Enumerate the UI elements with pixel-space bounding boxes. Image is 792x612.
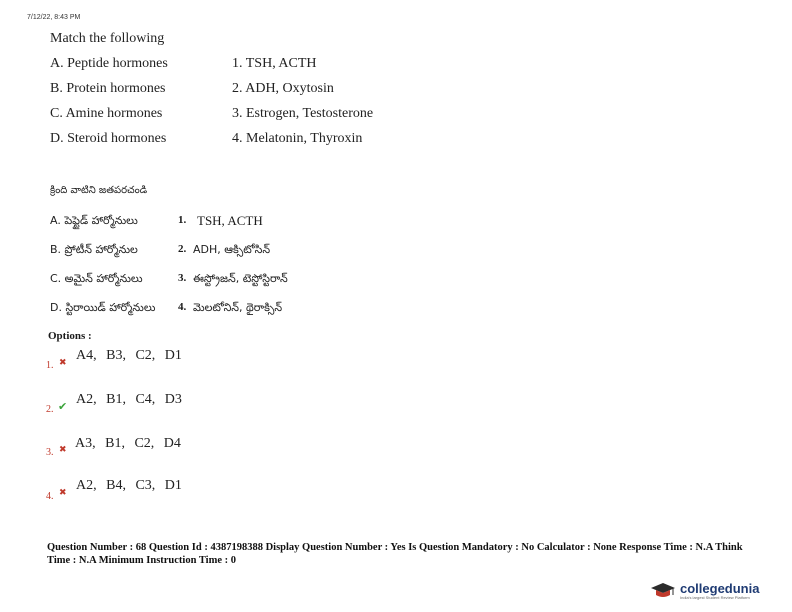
question-right-4: 4. Melatonin, Thyroxin xyxy=(232,131,363,146)
question-left-a: A. Peptide hormones xyxy=(50,56,168,71)
option-2-text[interactable]: A2, B1, C4, D3 xyxy=(76,392,182,407)
question-left-c: C. Amine hormones xyxy=(50,106,163,121)
telugu-left-a: A. పెప్టైడ్ హార్మోనులు xyxy=(50,214,138,227)
question-instruction: Match the following xyxy=(50,31,165,46)
telugu-right-text-3: ఈస్ట్రోజన్, టెస్టోస్టిరాన్ xyxy=(193,272,288,285)
correct-check-icon: ✔ xyxy=(58,400,68,413)
collegedunia-logo xyxy=(650,582,759,600)
telugu-right-text-4: మెలటోనిన్, థైరాక్సిన్ xyxy=(193,301,283,314)
options-label: Options : xyxy=(48,330,92,342)
logo-name: collegedunia xyxy=(680,580,760,596)
graduation-cap-icon xyxy=(650,582,676,600)
question-right-1: 1. TSH, ACTH xyxy=(232,56,317,71)
question-left-b: B. Protein hormones xyxy=(50,81,166,96)
question-metadata: Question Number : 68 Question Id : 4387198388 Display Question Number : Yes Is Question Mandatory : No Calculator : None Response Time : N.A Think Time : N.A Minimum Instruction Time : 0 xyxy=(47,542,743,566)
option-3-text[interactable]: A3, B1, C2, D4 xyxy=(75,436,181,451)
option-4-text[interactable]: A2, B4, C3, D1 xyxy=(76,478,182,493)
option-number: 1. xyxy=(46,360,54,371)
option-number: 2. xyxy=(46,404,54,415)
wrong-mark-icon: ✖ xyxy=(59,358,67,368)
option-1-text[interactable]: A4, B3, C2, D1 xyxy=(76,348,182,363)
wrong-mark-icon: ✖ xyxy=(59,445,67,455)
telugu-right-num-4: 4. xyxy=(178,301,187,313)
wrong-mark-icon: ✖ xyxy=(59,488,67,498)
telugu-right-text-1: TSH, ACTH xyxy=(197,213,263,228)
question-left-d: D. Steroid hormones xyxy=(50,131,167,146)
telugu-right-num-3: 3. xyxy=(178,272,187,284)
telugu-right-num-2: 2. xyxy=(178,243,187,255)
option-number: 3. xyxy=(46,447,54,458)
telugu-left-c: C. అమైన్ హార్మోనులు xyxy=(50,272,143,285)
question-right-2: 2. ADH, Oxytosin xyxy=(232,81,334,96)
logo-tagline: India's largest Student Review Platform xyxy=(680,594,750,600)
telugu-left-b: B. ప్రోటీన్ హార్మోనుల xyxy=(50,243,138,256)
option-number: 4. xyxy=(46,491,54,502)
timestamp: 7/12/22, 8:43 PM xyxy=(27,14,81,21)
telugu-instruction: క్రింది వాటిని జతపరచండి xyxy=(50,185,148,196)
telugu-left-d: D. స్టిరాయిడ్ హార్మోనులు xyxy=(50,301,156,314)
question-right-3: 3. Estrogen, Testosterone xyxy=(232,106,374,121)
telugu-right-num-1: 1. xyxy=(178,214,187,226)
telugu-right-text-2: ADH, ఆక్సిటోసిన్ xyxy=(193,243,271,256)
